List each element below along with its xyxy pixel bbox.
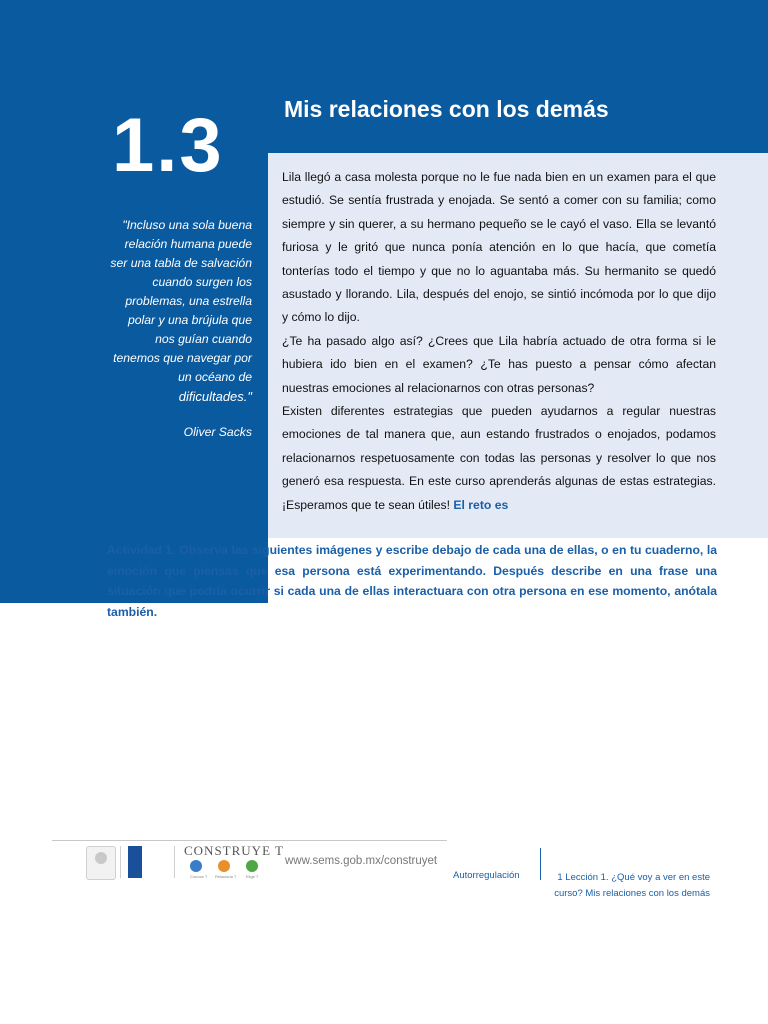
quote-text: "Incluso una sola buena relación humana puede ser una tabla de salvación cuando surgen los problemas, una estrella polar y una brújula que nos guían cuando tenemos que navegar por un océano de	[110, 218, 252, 384]
quote-author: Oliver Sacks	[183, 425, 252, 439]
section-title: Mis relaciones con los demás	[284, 96, 609, 122]
activity-label: Actividad 1.	[107, 543, 176, 557]
quote	[108, 216, 252, 407]
relaciona-t-label: Relaciona T	[215, 874, 237, 879]
conoce-t-label: Conoce T	[190, 874, 208, 879]
quote-text-end: dificultades."	[178, 389, 252, 404]
activity-instructions	[107, 540, 717, 622]
pnud-logo-icon	[128, 846, 142, 878]
construye-t-logo: CONSTRUYE T	[184, 843, 284, 858]
logo-divider	[120, 846, 121, 878]
footer-divider	[52, 840, 447, 841]
relaciona-t-icon	[218, 860, 230, 872]
logo-divider	[174, 846, 175, 878]
conoce-t-icon	[190, 860, 202, 872]
activity-text: Observa las siguientes imágenes y escribe debajo de cada una de ellas, o en tu cuaderno, la emoción que piensas que esa persona está experimentando. Después describe en una frase una situación que podría ocurrir si cada una de ellas interactuara con otra persona en ese momento, anótala también.	[107, 543, 717, 619]
paragraph-1: Lila llegó a casa molesta porque no le fue nada bien en un examen para el que estudió. Se sentía frustrada y enojada. Se sentó a comer con su familia; como siempre y sin querer, a su hermano pequeño se le cayó el vaso. Ella se levantó furiosa y le gritó que nunca ponía atención en lo que hacía, que cometía tonterías todo el tiempo y que no lo aguantaba más. Su hermanito se quedó asustado y llorando. Lila, después del enojo, se sintió incómoda por lo que dijo y cómo lo dijo.	[282, 170, 716, 325]
sep-crest-icon	[86, 846, 116, 880]
paragraph-3	[282, 400, 716, 517]
paragraph-3-text: Existen diferentes estrategias que pueden ayudarnos a regular nuestras emociones de tal manera que, aun estando frustrados o enojados, podamos relacionarnos respetuosamente con todas las personas y resolver lo que nos generó esa respuesta. En este curso aprenderás algunas de estas estrategias. ¡Esperamos que te sean útiles!	[282, 404, 716, 512]
elige-t-icon	[246, 860, 258, 872]
footer-section: Autorregulación	[453, 870, 520, 881]
reto-label: El reto es	[453, 497, 509, 512]
section-number: 1.3	[112, 103, 224, 188]
website-link[interactable]: www.sems.gob.mx/construyet	[285, 855, 438, 867]
paragraph-2: ¿Te ha pasado algo así? ¿Crees que Lila habría actuado de otra forma si le hubiera ido bien en el examen? ¿Te has puesto a pensar cómo afectan nuestras emociones al relacionarnos con otras personas?	[282, 333, 716, 395]
elige-t-label: Elige T	[246, 874, 259, 879]
footer-lesson: 1 Lección 1. ¿Qué voy a ver en este curso? Mis relaciones con los demás	[554, 872, 710, 899]
body-text	[282, 166, 716, 517]
